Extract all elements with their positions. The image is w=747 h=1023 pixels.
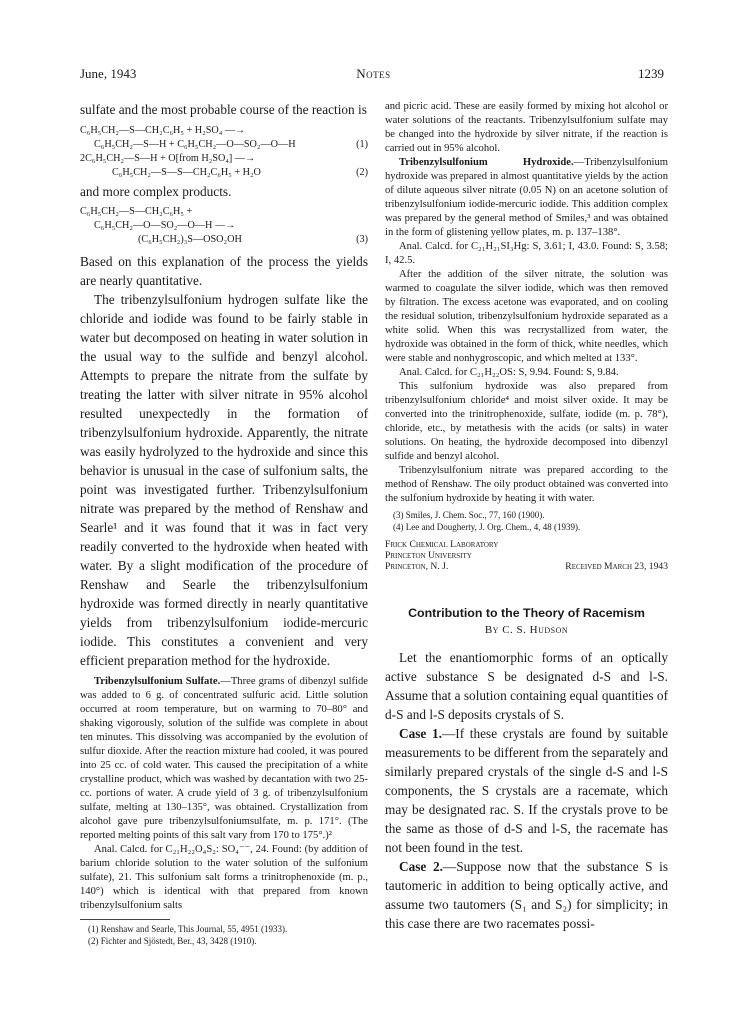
- more-products-text: and more complex products.: [80, 184, 232, 199]
- intro-text: sulfate and the most probable course of the reaction is: [80, 102, 367, 117]
- case-2-heading: Case 2.: [399, 859, 443, 874]
- equation-2-line-2: C₆H₅CH₂—S—S—CH₂C₆H₅ + H₂O (2): [112, 167, 368, 178]
- affiliation-location-row: [385, 561, 668, 572]
- equation-1-line-1: C₆H₅CH₂—S—CH₂C₆H₅ + H₂SO₄ —→: [80, 125, 246, 136]
- affiliation-university: Princeton University: [385, 550, 472, 561]
- run-in-heading-hydroxide: Tribenzylsulfonium Hydroxide.: [399, 157, 574, 168]
- equation-number-3: (3): [356, 234, 368, 245]
- footnote-3: (3) Smiles, J. Chem. Soc., 77, 160 (1900).: [393, 510, 545, 520]
- affiliation-laboratory: Frick Chemical Laboratory: [385, 539, 499, 550]
- affiliation-city: Princeton, N. J.: [385, 561, 449, 572]
- paragraph-analysis-iodide: Anal. Calcd. for C₂₁H₂₁SI₃Hg: S, 3.61; I, 43.0. Found: S, 3.58; I, 42.5.: [385, 241, 668, 266]
- equation-2-line-1: 2C₆H₅CH₂—S—H + O[from H₂SO₄] —→: [80, 153, 256, 164]
- equation-number-1: (1): [356, 139, 368, 150]
- footnote-rule: [80, 919, 170, 920]
- right-column: [385, 100, 668, 933]
- footnote-1: (1) Renshaw and Searle, This Journal, 55, 4951 (1933).: [88, 924, 288, 934]
- left-column: [80, 100, 368, 947]
- paragraph-nitrate: Tribenzylsulfonium nitrate was prepared according to the method of Renshaw. The oily product obtained was converted into the sulfonium hydroxide by heating it with water.: [385, 465, 668, 504]
- paragraph-analysis-hydroxide: Anal. Calcd. for C₂₁H₂₂OS: S, 9.94. Found: S, 9.84.: [399, 367, 619, 378]
- run-in-heading-sulfate: Tribenzylsulfonium Sulfate.: [94, 676, 221, 687]
- paragraph-analysis-sulfate: Anal. Calcd. for C₂₁H₂₂O₄S₂: SO₄⁻⁻, 24. Found: (by addition of barium chloride solution to the water solution of the sulfonium sulfate), 21. This sulfonium salt forms a trinitrophenoxide (m. p., 140°) which is identical with that prepared from known tribenzylsulfonium salts: [80, 844, 368, 911]
- paragraph-picric-acid: and picric acid. These are easily formed by mixing hot alcohol or water solutions of the reactants. Tribenzylsulfonium sulfate may be changed into the hydroxide by silver nitrate, if the reaction is carried out in 95% alcohol.: [385, 101, 668, 154]
- article-title: Contribution to the Theory of Racemism: [408, 606, 645, 620]
- byline: By C. S. Hudson: [484, 624, 569, 636]
- equation-number-2: (2): [356, 167, 368, 178]
- running-header-date: June, 1943: [80, 66, 137, 81]
- received-date: Received March 23, 1943: [565, 561, 668, 572]
- equation-1-line-2: C₆H₅CH₂—S—H + C₆H₅CH₂—O—SO₂—O—H (1): [94, 139, 368, 150]
- paragraph-sulfate-experimental: Tribenzylsulfonium Sulfate.—Three grams of dibenzyl sulfide was added to 6 g. of concentrated sulfuric acid. Little solution occurred at room temperature, but on warming to 70–80° and shaking vigorously, solution of the sulfide was complete in about ten minutes. This dissolving was accompanied by the evolution of sulfur dioxide. After the reaction mixture had cooled, it was poured into 25 cc. of cold water. This caused the precipitation of a white crystalline product, which was washed by decantation with two 25-cc. portions of water. A crude yield of 3 g. of tribenzylsulfonium sulfate, melting at 130–135°, was obtained. Crystallization from alcohol gave pure tribenzylsulfoniumsulfate, m. p. 171°. (The reported melting points of this salt vary from 170 to 175°.)²: [80, 676, 368, 841]
- footnote-2: (2) Fichter and Sjöstedt, Ber., 43, 3428 (1910).: [88, 935, 257, 946]
- paragraph-chloride-route: This sulfonium hydroxide was also prepared from tribenzylsulfonium chloride⁴ and moist silver oxide. It may be converted into the trinitrophenoxide, sulfate, iodide (m. p. 78°), chloride, etc., by metathesis with the acids (or salts) in water solutions. On heating, the hydroxide decomposed into dibenzyl sulfide and benzyl alcohol.: [385, 381, 668, 462]
- equation-3-line-1: C₆H₅CH₂—S—CH₂C₆H₅ +: [80, 206, 193, 217]
- equation-3-line-3: (C₆H₅CH₂)₃S—OSO₂OH (3): [138, 234, 368, 245]
- paragraph-case-2: Case 2.—Suppose now that the substance S is tautomeric in addition to being optically active, and assume two tautomers (S₁ and S₂) for simplicity; in this case there are two racemates possi-: [385, 859, 668, 931]
- paragraph-yields: Based on this explanation of the process the yields are nearly quantitative.: [80, 254, 368, 288]
- paragraph-hydroxide-experimental: Tribenzylsulfonium Hydroxide.—Tribenzylsulfonium hydroxide was prepared in almost quantitative yields by the action of dilute aqueous silver nitrate (0.05 N) on an acetone solution of tribenzylsulfonium iodide-mercuric iodide. This addition complex was prepared by the general method of Smiles,³ and was obtained in the form of glistening yellow plates, m. p. 137–138°.: [385, 157, 668, 238]
- paragraph-silver-nitrate: After the addition of the silver nitrate, the solution was warmed to coagulate the silver iodide, which was then removed by filtration. The excess acetone was evaporated, and on cooling the residual solution, tribenzylsulfonium hydroxide separated as a white solid. When this was recrystallized from water, the hydroxide was obtained in the form of thick, white needles, which were stable and nonhygroscopic, and which melted at 133°.: [385, 269, 668, 364]
- footnote-4: (4) Lee and Dougherty, J. Org. Chem., 4, 48 (1939).: [393, 521, 581, 532]
- page-number: 1239: [638, 66, 664, 81]
- paragraph-case-1: Case 1.—If these crystals are found by suitable measurements to be different from the separately and similarly prepared crystals of the single d-S and l-S components, the S crystals are a racemate, which may be designated rac. S. If the crystals prove to be the same as those of d-S and l-S, the racemate has not been found in the test.: [385, 726, 669, 855]
- paragraph-racemism-intro: Let the enantiomorphic forms of an optically active substance S be designated d-S and l-S. Assume that a solution containing equal quantities of d-S and l-S deposits crystals of S.: [385, 650, 668, 722]
- paragraph-hydrogen-sulfate: The tribenzylsulfonium hydrogen sulfate like the chloride and iodide was found to be fairly stable in water but decomposed on heating in water solution in the usual way to the sulfide and benzyl alcohol. Attempts to prepare the nitrate from the sulfate by treating the latter with silver nitrate in 95% alcohol resulted unexpectedly in the formation of tribenzylsulfonium hydroxide. Apparently, the nitrate was easily hydrolyzed to the hydroxide and since this behavior is unusual in the case of sulfonium salts, the point was investigated further. Tribenzylsulfonium nitrate was prepared by the method of Renshaw and Searle¹ and it was found that it was in fact very readily converted to the hydroxide when heated with water. By a slight modification of the procedure of Renshaw and Searle the tribenzylsulfonium hydroxide was formed directly in nearly quantitative yields from tribenzylsulfonium iodide-mercuric iodide. This constitutes a convenient and very efficient preparation method for the hydroxide.: [80, 292, 368, 668]
- case-1-heading: Case 1.: [399, 726, 442, 741]
- equation-3-line-2: C₆H₅CH₂—O—SO₂—O—H —→: [94, 220, 236, 231]
- running-header-section: Notes: [356, 66, 391, 81]
